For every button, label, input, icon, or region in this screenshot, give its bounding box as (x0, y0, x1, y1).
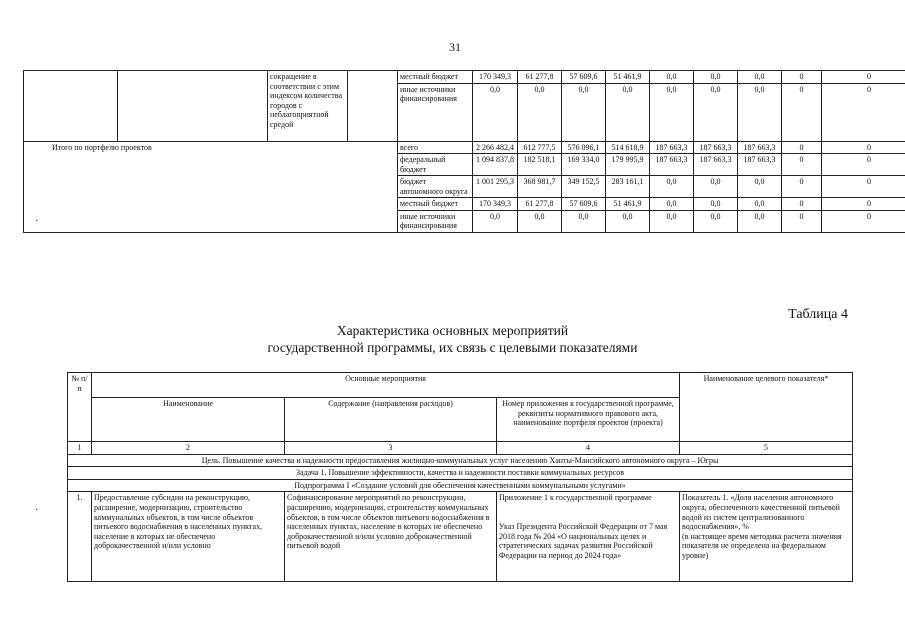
measure-target: Показатель 1. «Доля населения автономного округа, обеспеченного качественной питьевой водой из систем централизованного водоснабжения», % (в настоящее время методика расчета значения показателя не определена на федеральном уровне) (680, 492, 853, 582)
task-row: Задача 1. Повышение эффективности, качества и надежности поставки коммунальных ресурсов (68, 467, 853, 480)
measures-table (67, 372, 853, 582)
table-row (68, 373, 853, 398)
table-row: местный бюджет 170 349,3 61 277,8 57 609,6 51 461,9 0,0 0,0 0,0 0 0 (24, 198, 905, 211)
table-row: иные источники финансирования 0,0 0,0 0,0 0,0 0,0 0,0 0,0 0 0 (24, 83, 905, 141)
table-row: Итого по портфелю проектов всего 2 266 482,4 612 777,5 576 096,1 514 618,9 187 663,3 187 663,3 187 663,3 0 0 (24, 141, 905, 154)
table-row: сокращение в соответствии с этим индексом количества городов с неблагоприятной средой местный бюджет 170 349,3 61 277,8 57 609,6 51 461,9 0,0 0,0 0,0 0 0 (24, 71, 905, 84)
goal-row: Цель. Повышение качества и надежности предоставления жилищно-коммунальных услуг населению Ханты-Мансийского автономного округа – Югры (68, 454, 853, 467)
table-row (68, 467, 853, 480)
header-num: № п/п (68, 373, 92, 442)
header-target: Наименование целевого показателя* (680, 373, 853, 442)
project-description: сокращение в соответствии с этим индексом количества городов с неблагоприятной средой (268, 71, 348, 142)
table-row: федеральный бюджет 1 094 837,8 182 518,1 169 334,0 179 995,9 187 663,3 187 663,3 187 663,3 0 0 (24, 154, 905, 176)
total-label: Итого по портфелю проектов (24, 141, 398, 232)
measure-appendix: Приложение 1 к государственной программе Указ Президента Российской Федерации от 7 мая 2018 года № 204 «О национальных целях и стратегических задачах развития Российской Федерации на период до 2024 года» (497, 492, 680, 582)
table-title: Характеристика основных мероприятий государственной программы, их связь с целевыми показателями (267, 323, 638, 355)
page-number: 31 (449, 40, 461, 54)
margin-mark: · (35, 505, 39, 516)
table-row (68, 454, 853, 467)
header-appendix: Номер приложения к государственной программе, реквизиты нормативного правового акта, наименование портфеля проектов (проекта) (497, 398, 680, 442)
financing-table (23, 70, 905, 233)
header-name: Наименование (92, 398, 285, 442)
table-label: Таблица 4 (788, 307, 848, 322)
table-row: 1. Предоставление субсидии на реконструкцию, расширение, модернизацию, строительство коммунальных объектов, в том числе объектов питьевого водоснабжения в населенных пунктах, население в которых не обеспечено доброкачественной и/или условно Софинансирование мероприятий по реконструкции, расширению, модернизации, строительству коммунальных объектов, в том числе объектов питьевого водоснабжения в населенных пунктах, население в которых не обеспечено доброкачественной и/или условно доброкачественной питьевой водой Приложение 1 к государственной программе Указ Президента Российской Федерации от 7 мая 2018 года № 204 «О национальных целях и стратегических задачах развития Российской Федерации на период до 2024 года» Показатель 1. «Доля населения автономного округа, обеспеченного качественной питьевой водой из систем централизованного водоснабжения», % (в настоящее время методика расчета значения показателя не определена на федеральном уровне) (68, 492, 853, 582)
measure-content: Софинансирование мероприятий по реконструкции, расширению, модернизации, строительству коммунальных объектов, в том числе объектов питьевого водоснабжения в населенных пунктах, население в которых не обеспечено доброкачественной и/или условно доброкачественной питьевой водой (285, 492, 497, 582)
table-row (68, 479, 853, 492)
header-main: Основные мероприятия (92, 373, 680, 398)
table-row: иные источники финансирования 0,0 0,0 0,0 0,0 0,0 0,0 0,0 0 0 (24, 210, 905, 232)
margin-mark: · (35, 216, 39, 227)
header-content: Содержание (направления расходов) (285, 398, 497, 442)
measure-name: Предоставление субсидии на реконструкцию, расширение, модернизацию, строительство коммунальных объектов, в том числе объектов питьевого водоснабжения в населенных пунктах, население в которых не обеспечено доброкачественной и/или условно (92, 492, 285, 582)
table-row: бюджет автономного округа 1 001 295,3 368 981,7 349 152,5 283 161,1 0,0 0,0 0,0 0 0 (24, 176, 905, 198)
table-row: 1 2 3 4 5 (68, 442, 853, 455)
subprogram-row: Подпрограмма I «Создание условий для обеспечения качественными коммунальными услугами» (68, 479, 853, 492)
